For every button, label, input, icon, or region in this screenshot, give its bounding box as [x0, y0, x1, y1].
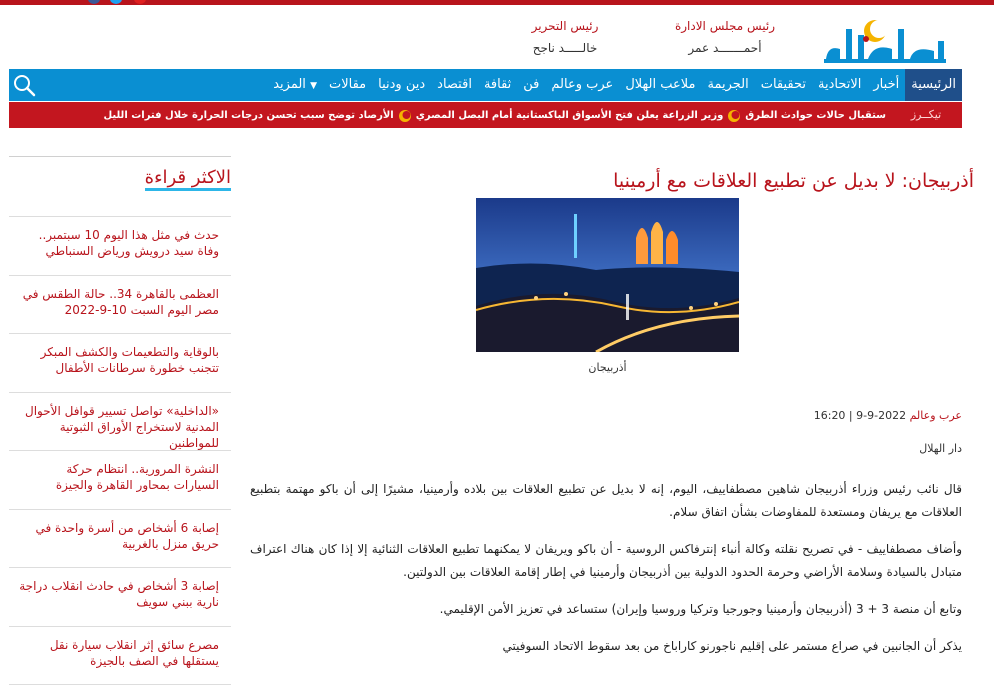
- nav-item-art[interactable]: فن: [523, 77, 540, 92]
- list-item[interactable]: إصابة 6 أشخاص من أسرة واحدة في حريق منزل بالغربية: [9, 510, 231, 569]
- editor-name: خالـــــد ناجح: [532, 41, 598, 55]
- youtube-icon[interactable]: [134, 0, 146, 4]
- article-paragraph: وأضاف مصطفاييف - في تصريح نقلته وكالة أنباء إنترفاكس الروسية - أن باكو ويريفان لا يمكنهما تطبيع العلاقات الثنائية إلا إذا كان هناك اعتراف متبادل بالسيادة وسلامة الأراضي وحرمة الحدود الدولية بين أذربيجان وأرمينيا في إطار إقامة العلاقات بين الدولتين.: [250, 542, 962, 579]
- ticker-label: تيكــرز: [890, 102, 962, 128]
- chairman-name: أحمـــــــد عمر: [688, 41, 762, 55]
- divider: [9, 156, 231, 157]
- search-icon[interactable]: [11, 72, 37, 98]
- nav-item-federal[interactable]: الاتحادية: [818, 77, 862, 92]
- nav-more-dropdown[interactable]: [267, 69, 323, 101]
- facebook-icon[interactable]: [88, 0, 100, 4]
- twitter-icon[interactable]: [110, 0, 122, 4]
- ticker-logo-icon: [727, 108, 741, 122]
- nav-item-crime[interactable]: الجريمة: [707, 77, 749, 92]
- list-item[interactable]: بالوقاية والتطعيمات والكشف المبكر تتجنب خطورة سرطانات الأطفال: [9, 334, 231, 393]
- article-category[interactable]: عرب وعالم: [909, 409, 962, 422]
- ticker-item[interactable]: الأرصاد توضح سبب تحسن درجات الحرارة خلال فترات الليل: [103, 109, 394, 121]
- list-item[interactable]: «الداخلية» تواصل تسيير قوافل الأحوال المدنية لاستخراج الأوراق الثبوتية للمواطنين: [9, 393, 231, 452]
- article-title: أذربيجان: لا بديل عن تطبيع العلاقات مع أرمينيا: [613, 170, 974, 192]
- chevron-down-icon: ▼: [310, 81, 317, 91]
- ticker-item[interactable]: ستقبال حالات حوادث الطرق: [745, 109, 886, 121]
- article-datetime: 2022-9-9 | 16:20: [813, 409, 907, 422]
- article-paragraph: قال نائب رئيس وزراء أذربيجان شاهين مصطفاييف، اليوم، إنه لا بديل عن تطبيع العلاقات بين بلاده وأرمينيا، مشيرًا إلى أن باكو مهتمة بتطبيع العلاقات مع يريفان ومستعدة للمفاوضات بشأن اتفاق سلام.: [250, 482, 962, 519]
- article-paragraph: وتابع أن منصة 3 + 3 (أذربيجان وأرمينيا وجورجيا وتركيا وروسيا وإيران) ستساعد في تعزيز الأمن الإقليمي.: [439, 602, 962, 616]
- ticker-item[interactable]: وزير الزراعة يعلن فتح الأسواق الباكستانية أمام البصل المصري: [415, 109, 724, 121]
- chairman-role: رئيس مجلس الادارة: [674, 19, 776, 33]
- news-ticker: [9, 102, 962, 128]
- editor-credit: [490, 19, 640, 55]
- ticker-logo-icon: [398, 108, 412, 122]
- list-item[interactable]: العظمى بالقاهرة 34.. حالة الطقس في مصر اليوم السبت 10-9-2022: [9, 276, 231, 335]
- list-item[interactable]: مصرع سائق إثر انقلاب سيارة نقل يستقلها في الصف بالجيزة: [9, 627, 231, 686]
- list-item[interactable]: حدث في مثل هذا اليوم 10 سبتمبر.. وفاة سيد درويش ورياض السنباطي: [9, 217, 231, 276]
- main-nav: [9, 69, 962, 101]
- chairman-credit: [650, 19, 800, 55]
- most-read-sidebar: [9, 156, 231, 685]
- nav-item-home[interactable]: الرئيسية: [905, 69, 962, 101]
- nav-item-culture[interactable]: ثقافة: [483, 77, 512, 92]
- nav-item-religion[interactable]: دين ودنيا: [378, 77, 426, 92]
- site-header: [0, 5, 994, 69]
- most-read-title: الاكثر قراءة: [9, 167, 231, 190]
- article-body: [250, 478, 962, 672]
- most-read-list: [9, 216, 231, 685]
- nav-item-articles[interactable]: مقالات: [328, 77, 367, 92]
- nav-item-investigations[interactable]: تحقيقات: [760, 77, 807, 92]
- article-paragraph: يذكر أن الجانبين في صراع مستمر على إقليم ناجورنو كاراباخ من بعد سقوط الاتحاد السوفيتي: [502, 639, 962, 653]
- article-meta: [814, 409, 962, 422]
- photo-caption: أذربيجان: [588, 361, 627, 374]
- editor-role: رئيس التحرير: [531, 19, 599, 33]
- nav-item-sports[interactable]: ملاعب الهلال: [625, 77, 696, 92]
- site-logo[interactable]: [818, 15, 958, 71]
- nav-item-economy[interactable]: اقتصاد: [437, 77, 472, 92]
- nav-item-world[interactable]: عرب وعالم: [551, 77, 614, 92]
- list-item[interactable]: إصابة 3 أشخاص في حادث انقلاب دراجة نارية ببني سويف: [9, 568, 231, 627]
- list-item[interactable]: النشرة المرورية.. انتظام حركة السيارات بمحاور القاهرة والجيزة: [9, 451, 231, 510]
- article-photo: [476, 198, 739, 352]
- article-source: دار الهلال: [919, 442, 962, 455]
- nav-item-news[interactable]: أخبار: [873, 77, 900, 92]
- nav-more-label: المزيد: [273, 77, 306, 92]
